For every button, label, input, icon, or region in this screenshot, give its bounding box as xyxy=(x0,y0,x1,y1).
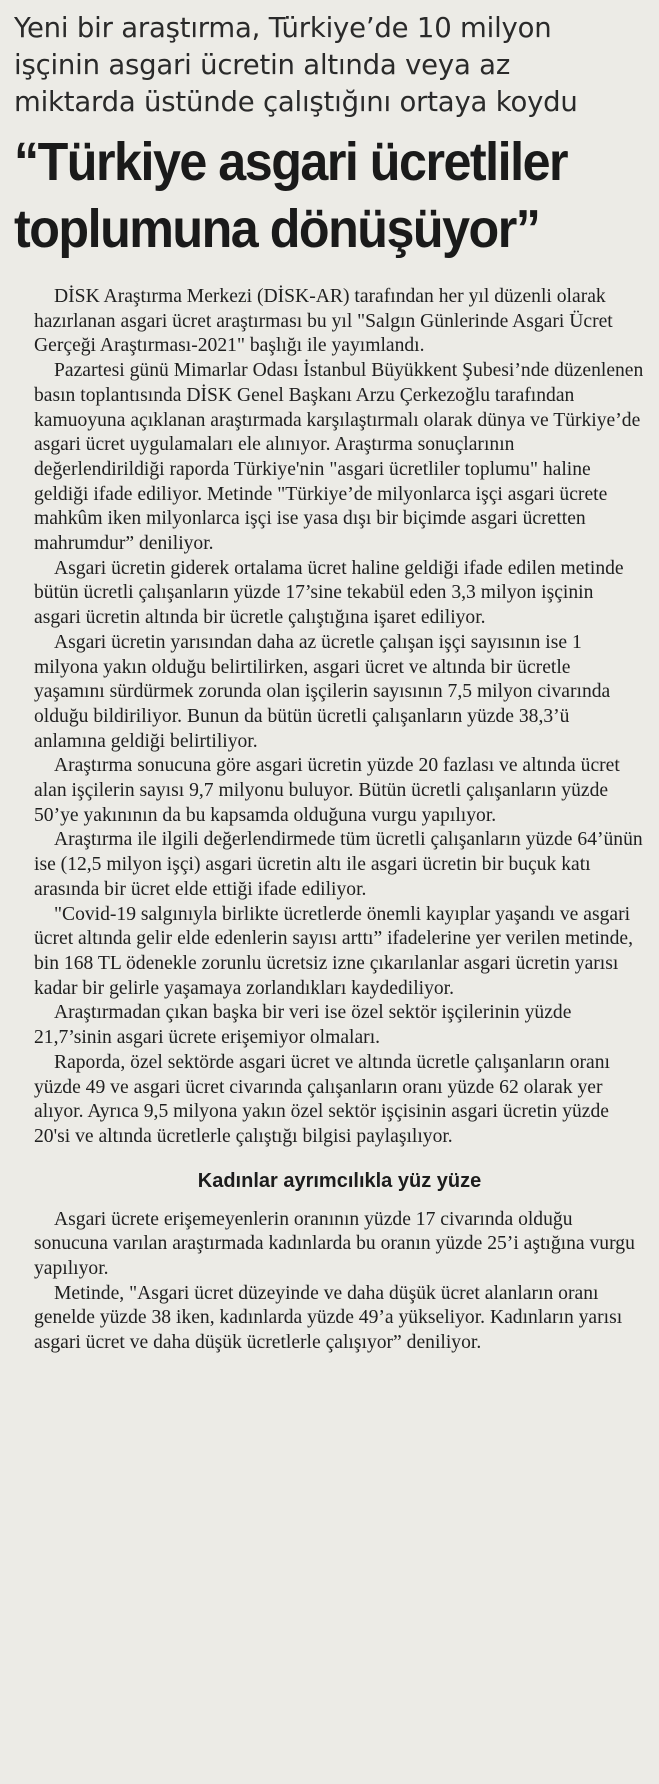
kicker-line: miktarda üstünde çalıştığını ortaya koydu xyxy=(14,86,578,118)
paragraph: DİSK Araştırma Merkezi (DİSK-AR) tarafından her yıl düzenli olarak hazırlanan asgari ücret araştırması bu yıl "Salgın Günlerinde Asgari Ücret Gerçeği Araştırması-2021" başlığı ile yayımlandı. xyxy=(34,286,613,357)
paragraph: "Covid-19 salgınıyla birlikte ücretlerde önemli kayıplar yaşandı ve asgari ücret altında gelir elde edenlerin sayısı arttı” ifadelerine yer verilen metinde, bin 168 TL ödenekle zorunlu ücretsiz izne çıkarılanlar asgari ücretin yarısı kadar bir gelirle yaşamaya zorlandıkları kaydediliyor. xyxy=(34,903,633,999)
paragraph: Pazartesi günü Mimarlar Odası İstanbul Büyükkent Şubesi’nde düzenlenen basın toplantısında DİSK Genel Başkanı Arzu Çerkezoğlu tarafından kamuoyuna açıklanan araştırmada karşılaştırmalı olarak dünya ve Türkiye’de asgari ücret uygulamaları ele alınıyor. Araştırma sonuçlarının değerlendirildiği raporda Türkiye'nin "asgari ücretliler toplumu" haline geldiği ifade ediliyor. Metinde "Türkiye’de milyonlarca işçi asgari ücrete mahkûm iken milyonlarca işçi ise yasa dışı bir biçimde asgari ücretten mahrumdur” deniliyor. xyxy=(34,360,644,555)
kicker-line: Yeni bir araştırma, Türkiye’de 10 milyon xyxy=(14,12,552,44)
paragraph: Asgari ücretin yarısından daha az ücretle çalışan işçi sayısının ise 1 milyona yakın olduğu belirtilirken, asgari ücret ve altında bir ücretle yaşamını sürdürmek zorunda olan işçilerin sayısının 7,5 milyon civarında olduğu bildiriliyor. Bunun da bütün ücretli çalışanların yüzde 38,3’ü anlamına geldiği belirtiliyor. xyxy=(34,631,611,752)
paragraph: Metinde, "Asgari ücret düzeyinde ve daha düşük ücret alanların oranı genelde yüzde 38 iken, kadınlarda yüzde 49’a yükseliyor. Kadınların yarısı asgari ücret ve daha düşük ücretlerle çalışıyor” deniliyor. xyxy=(34,1282,623,1354)
headline-line: toplumuna dönüşüyor” xyxy=(14,199,540,259)
paragraph: Asgari ücretin giderek ortalama ücret haline geldiği ifade edilen metinde bütün ücretli çalışanların yüzde 17’sine tekabül eden 3,3 milyon işçinin asgari ücretin altında bir ücretle çalıştığına işaret ediliyor. xyxy=(34,557,624,629)
paragraph: Araştırma ile ilgili değerlendirmede tüm ücretli çalışanların yüzde 64’ünün ise (12,5 milyon işçi) asgari ücretin altı ile asgari ücretin bir buçuk katı arasında bir ücret elde ettiği ifade ediliyor. xyxy=(34,829,643,900)
article-body xyxy=(14,285,645,1356)
subheading: Kadınlar ayrımcılıkla yüz yüze xyxy=(197,1169,482,1192)
paragraph: Raporda, özel sektörde asgari ücret ve altında ücretle çalışanların oranı yüzde 49 ve asgari ücret civarında çalışanların oranı yüzde 62 olarak yer alıyor. Ayrıca 9,5 milyona yakın özel sektör işçisinin asgari ücretin yüzde 20'si ve altında ücretlerle çalıştığı bilgisi paylaşılıyor. xyxy=(34,1051,610,1147)
headline-line: “Türkiye asgari ücretliler xyxy=(14,132,568,192)
paragraph: Araştırmadan çıkan başka bir veri ise özel sektör işçilerinin yüzde 21,7’sinin asgari ücrete erişemiyor olmaları. xyxy=(34,1002,572,1049)
paragraph: Asgari ücrete erişemeyenlerin oranının yüzde 17 civarında olduğu sonucuna varılan araştırmada kadınlarda bu oranın yüzde 25’i aştığına vurgu yapılıyor. xyxy=(34,1208,635,1280)
paragraph: Araştırma sonucuna göre asgari ücretin yüzde 20 fazlası ve altında ücret alan işçilerin sayısı 9,7 milyonu buluyor. Bütün ücretli çalışanların yüzde 50’ye yakınının da bu kapsamda olduğuna vurgu yapılıyor. xyxy=(34,755,620,826)
kicker-line: işçinin asgari ücretin altında veya az xyxy=(14,49,511,81)
kicker xyxy=(14,10,645,121)
headline xyxy=(14,129,601,263)
